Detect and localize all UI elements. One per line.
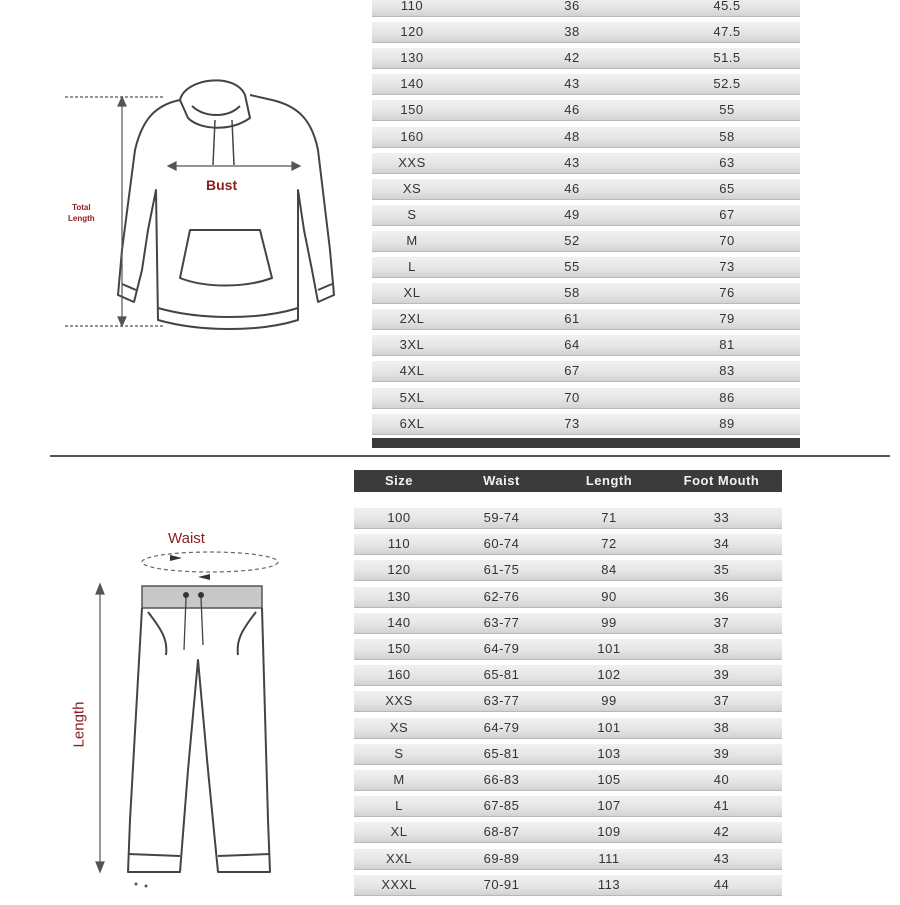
size-cell: M xyxy=(393,772,405,787)
waist-cell: 62-76 xyxy=(483,588,520,604)
length-cell: 70 xyxy=(719,232,735,248)
pants-illustration xyxy=(70,520,310,900)
size-cell: XXS xyxy=(385,693,413,709)
table-row xyxy=(354,744,782,765)
table-row xyxy=(372,74,800,95)
table-row xyxy=(372,231,800,252)
size-cell: XXXL xyxy=(381,876,417,892)
length-cell: 52.5 xyxy=(713,76,741,92)
length-cell: 105 xyxy=(597,772,621,787)
header-cell: Size xyxy=(384,473,413,488)
table-row xyxy=(354,587,782,608)
size-cell: XXS xyxy=(398,154,426,170)
table-row xyxy=(372,0,800,17)
foot-mouth-cell: 37 xyxy=(713,693,730,709)
table-row xyxy=(354,534,782,555)
size-cell: L xyxy=(395,798,403,814)
length-cell: 67 xyxy=(719,206,735,222)
table-row xyxy=(354,875,782,896)
size-cell: XXL xyxy=(385,850,413,866)
table-row xyxy=(354,770,782,791)
section-divider xyxy=(50,455,890,457)
foot-mouth-cell: 43 xyxy=(713,850,730,866)
table-row xyxy=(354,849,782,870)
size-cell: S xyxy=(394,745,404,761)
waist-cell: 65-81 xyxy=(483,667,520,683)
bust-cell: 73 xyxy=(564,415,580,431)
table-row xyxy=(372,257,800,278)
waist-cell: 63-77 xyxy=(483,614,520,630)
size-cell: 140 xyxy=(400,76,424,92)
bust-cell: 46 xyxy=(564,180,580,196)
waist-cell: 59-74 xyxy=(483,510,520,525)
size-cell: 150 xyxy=(400,102,424,118)
bust-cell: 42 xyxy=(564,50,580,66)
length-cell: 63 xyxy=(719,154,735,170)
table-row xyxy=(372,309,800,330)
table-row xyxy=(372,205,800,226)
foot-mouth-cell: 39 xyxy=(713,745,730,761)
table-row xyxy=(354,691,782,712)
foot-mouth-cell: 35 xyxy=(713,562,730,578)
table-row xyxy=(372,48,800,69)
waist-cell: 63-77 xyxy=(483,693,520,709)
waist-cell: 70-91 xyxy=(483,876,520,892)
length-cell: 81 xyxy=(719,337,735,353)
table-row xyxy=(354,718,782,739)
table-row xyxy=(372,414,800,435)
foot-mouth-cell: 41 xyxy=(713,798,730,814)
size-cell: L xyxy=(408,259,416,274)
size-cell: XL xyxy=(390,824,408,840)
hoodie-size-table xyxy=(372,0,800,450)
bust-cell: 38 xyxy=(564,24,580,40)
table-row xyxy=(354,822,782,843)
size-cell: XS xyxy=(402,180,422,196)
size-cell: 120 xyxy=(387,562,411,578)
table-row xyxy=(354,613,782,634)
header-cell: Foot Mouth xyxy=(683,473,760,488)
waist-cell: 60-74 xyxy=(483,536,520,552)
foot-mouth-cell: 34 xyxy=(713,536,730,552)
bust-cell: 67 xyxy=(564,363,580,379)
size-cell: XL xyxy=(403,285,421,301)
length-cell: 86 xyxy=(719,389,735,405)
bust-cell: 43 xyxy=(564,154,580,170)
size-cell: 110 xyxy=(387,536,411,552)
bust-cell: 70 xyxy=(564,389,580,405)
length-cell: 76 xyxy=(719,285,735,301)
table-row xyxy=(372,335,800,356)
waist-cell: 66-83 xyxy=(483,772,520,787)
waist-label: Waist xyxy=(168,530,205,547)
size-cell: 100 xyxy=(387,510,411,525)
length-cell: 51.5 xyxy=(713,50,741,66)
size-cell: 120 xyxy=(400,24,424,40)
table-row xyxy=(354,665,782,686)
length-cell: 84 xyxy=(601,562,617,578)
size-cell: 4XL xyxy=(399,363,425,379)
size-cell: 2XL xyxy=(399,311,425,327)
bust-cell: 61 xyxy=(564,311,580,327)
size-cell: 5XL xyxy=(399,389,425,405)
bust-cell: 55 xyxy=(564,259,580,274)
total-length-label: Total Length xyxy=(68,203,95,223)
bust-cell: 52 xyxy=(564,232,580,248)
foot-mouth-cell: 40 xyxy=(713,772,730,787)
waist-cell: 65-81 xyxy=(483,745,520,761)
table-row xyxy=(372,153,800,174)
size-cell: S xyxy=(407,206,417,222)
size-cell: M xyxy=(406,232,418,248)
length-cell: 71 xyxy=(601,510,617,525)
size-cell: 160 xyxy=(387,667,411,683)
foot-mouth-cell: 37 xyxy=(713,614,730,630)
length-cell: 45.5 xyxy=(713,0,741,13)
waist-cell: 64-79 xyxy=(483,719,520,735)
bust-cell: 49 xyxy=(564,206,580,222)
foot-mouth-cell: 36 xyxy=(713,588,730,604)
length-label: Length xyxy=(70,701,88,748)
bust-cell: 48 xyxy=(564,128,580,144)
table-row xyxy=(372,179,800,200)
length-cell: 83 xyxy=(719,363,735,379)
bust-cell: 64 xyxy=(564,337,580,353)
pants-diagram xyxy=(70,520,310,900)
header-cell: Length xyxy=(585,473,633,488)
table-row xyxy=(354,639,782,660)
table-row xyxy=(354,508,782,529)
length-cell: 55 xyxy=(719,102,735,118)
foot-mouth-cell: 38 xyxy=(713,641,730,656)
bust-label: Bust xyxy=(206,177,238,193)
table-row xyxy=(372,22,800,43)
header-cell: Waist xyxy=(483,473,520,488)
size-cell: 3XL xyxy=(399,337,425,353)
table-row xyxy=(372,361,800,382)
table-footer-bar xyxy=(372,438,800,448)
waist-cell: 67-85 xyxy=(483,798,520,814)
length-cell: 99 xyxy=(601,614,617,630)
foot-mouth-cell: 38 xyxy=(713,719,730,735)
hoodie-illustration xyxy=(60,70,360,340)
table-row xyxy=(372,100,800,121)
length-cell: 102 xyxy=(597,667,621,683)
length-cell: 47.5 xyxy=(713,24,741,40)
size-cell: XS xyxy=(389,719,409,735)
waist-cell: 64-79 xyxy=(483,641,520,656)
waist-cell: 61-75 xyxy=(483,562,520,578)
pants-size-table xyxy=(354,470,784,900)
length-cell: 65 xyxy=(719,180,735,196)
foot-mouth-cell: 39 xyxy=(713,667,730,683)
bust-cell: 58 xyxy=(564,285,580,301)
length-cell: 58 xyxy=(719,128,735,144)
length-cell: 72 xyxy=(601,536,617,552)
length-cell: 107 xyxy=(597,798,621,814)
length-cell: 101 xyxy=(597,719,621,735)
length-cell: 79 xyxy=(719,311,735,327)
length-cell: 101 xyxy=(597,641,621,656)
bust-cell: 36 xyxy=(564,0,580,13)
bust-cell: 43 xyxy=(564,76,580,92)
table-row xyxy=(372,127,800,148)
length-cell: 109 xyxy=(597,824,621,840)
size-cell: 150 xyxy=(387,641,411,656)
length-cell: 113 xyxy=(597,876,621,892)
waist-cell: 69-89 xyxy=(483,850,520,866)
foot-mouth-cell: 33 xyxy=(713,510,730,525)
bust-cell: 46 xyxy=(564,102,580,118)
table-header xyxy=(354,470,782,492)
table-row xyxy=(372,388,800,409)
size-cell: 110 xyxy=(400,0,424,13)
size-cell: 140 xyxy=(387,614,411,630)
size-cell: 6XL xyxy=(399,415,425,431)
foot-mouth-cell: 42 xyxy=(713,824,730,840)
waist-cell: 68-87 xyxy=(483,824,520,840)
length-cell: 73 xyxy=(719,259,735,274)
size-cell: 130 xyxy=(400,50,424,66)
hoodie-diagram xyxy=(60,70,360,340)
table-row xyxy=(372,283,800,304)
table-row xyxy=(354,796,782,817)
length-cell: 99 xyxy=(601,693,617,709)
length-cell: 90 xyxy=(601,588,617,604)
length-cell: 103 xyxy=(597,745,621,761)
size-cell: 160 xyxy=(400,128,424,144)
foot-mouth-cell: 44 xyxy=(713,876,730,892)
size-cell: 130 xyxy=(387,588,411,604)
length-cell: 111 xyxy=(598,850,620,866)
length-cell: 89 xyxy=(719,415,735,431)
table-row xyxy=(354,560,782,581)
